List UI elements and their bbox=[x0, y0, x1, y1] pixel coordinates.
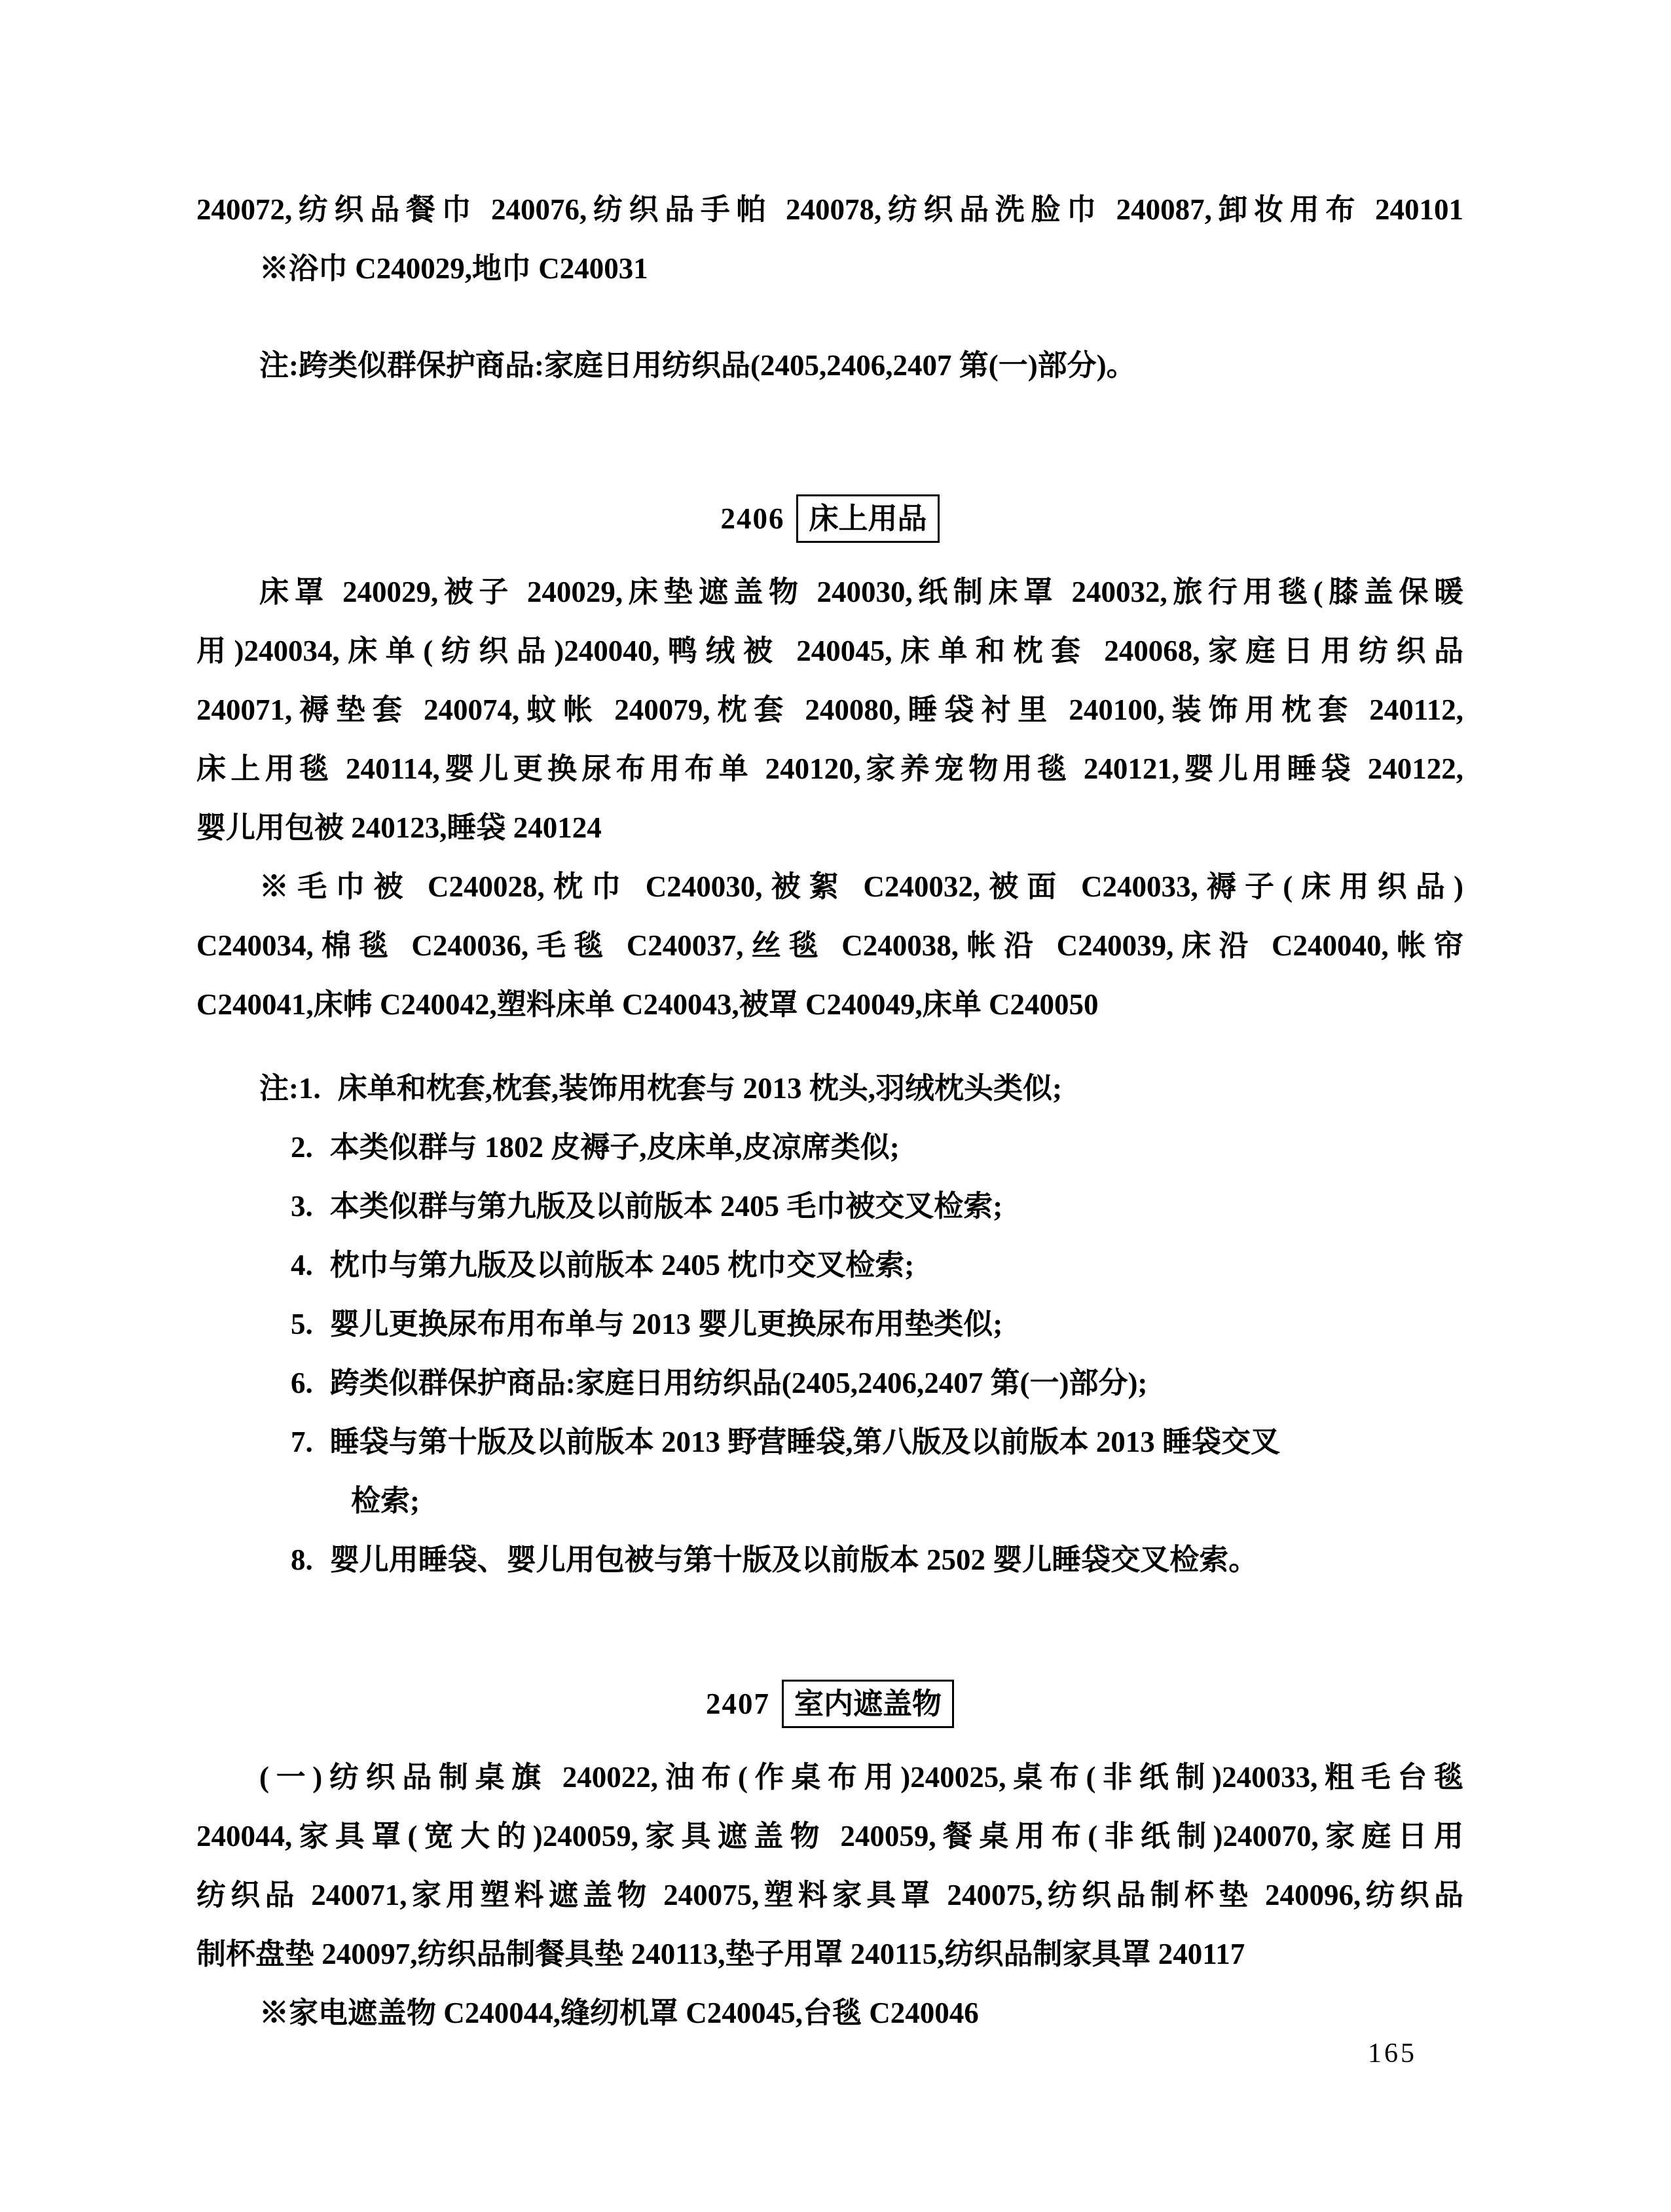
goods-line: 制杯盘垫 240097,纺织品制餐具垫 240113,垫子用罩 240115,纺织品制家具罩 240117 bbox=[196, 1938, 1245, 1970]
note-number: 6. bbox=[291, 1367, 313, 1399]
note-text: 跨类似群保护商品:家庭日用纺织品(2405,2406,2407 第(一)部分); bbox=[329, 1367, 1148, 1399]
note-line bbox=[196, 1177, 1463, 1236]
note-text: 检索; bbox=[351, 1484, 420, 1517]
goods-line: 床上用毯 240114,婴儿更换尿布用布单 240120,家养宠物用毯 240121,婴儿用睡袋 240122, bbox=[196, 752, 1463, 785]
ref-goods-line: ※家电遮盖物 C240044,缝纫机罩 C240045,台毯 C240046 bbox=[259, 1997, 979, 2029]
note-number: 3. bbox=[291, 1190, 313, 1223]
goods-line: 用)240034,床单(纺织品)240040,鸭绒被 240045,床单和枕套 240068,家庭日用纺织品 bbox=[196, 635, 1463, 667]
note-number: 5. bbox=[291, 1308, 313, 1340]
ref-goods-line: ※浴巾 C240029,地巾 C240031 bbox=[259, 252, 648, 285]
note-number: 4. bbox=[291, 1249, 313, 1281]
note-text: 婴儿用睡袋、婴儿用包被与第十版及以前版本 2502 婴儿睡袋交叉检索。 bbox=[329, 1543, 1258, 1576]
page-number: 165 bbox=[1368, 2038, 1417, 2069]
group-heading-2406 bbox=[196, 489, 1463, 548]
note-number: 7. bbox=[291, 1426, 313, 1458]
group-number: 2406 bbox=[720, 502, 785, 535]
goods-line: 婴儿用包被 240123,睡袋 240124 bbox=[196, 811, 602, 844]
note-text: 床单和枕套,枕套,装饰用枕套与 2013 枕头,羽绒枕头类似; bbox=[337, 1072, 1062, 1105]
group-title-box: 床上用品 bbox=[796, 494, 939, 543]
note-line: 注:跨类似群保护商品:家庭日用纺织品(2405,2406,2407 第(一)部分)。 bbox=[259, 349, 1136, 382]
goods-line: 床罩 240029,被子 240029,床垫遮盖物 240030,纸制床罩 240032,旅行用毯(膝盖保暖 bbox=[259, 576, 1463, 608]
goods-line: 240072,纺织品餐巾 240076,纺织品手帕 240078,纺织品洗脸巾 240087,卸妆用布 240101 bbox=[196, 193, 1463, 226]
note-line bbox=[196, 1412, 1463, 1471]
ref-goods-line: ※毛巾被 C240028,枕巾 C240030,被絮 C240032,被面 C240033,褥子(床用织品) bbox=[259, 870, 1463, 903]
note-label: 注: bbox=[259, 1072, 299, 1105]
note-continuation-line bbox=[196, 1471, 1463, 1530]
note-line bbox=[196, 1236, 1463, 1295]
group-title-box: 室内遮盖物 bbox=[782, 1680, 954, 1728]
note-text: 婴儿更换尿布用布单与 2013 婴儿更换尿布用垫类似; bbox=[329, 1308, 1003, 1340]
note-text: 本类似群与第九版及以前版本 2405 毛巾被交叉检索; bbox=[329, 1190, 1003, 1223]
note-line bbox=[196, 1295, 1463, 1354]
goods-line: 240044,家具罩(宽大的)240059,家具遮盖物 240059,餐桌用布(非纸制)240070,家庭日用 bbox=[196, 1820, 1463, 1853]
note-line bbox=[196, 1118, 1463, 1177]
note-number: 8. bbox=[291, 1543, 313, 1576]
ref-goods-line: C240034,棉毯 C240036,毛毯 C240037,丝毯 C240038,帐沿 C240039,床沿 C240040,帐帘 bbox=[196, 929, 1463, 962]
note-text: 睡袋与第十版及以前版本 2013 野营睡袋,第八版及以前版本 2013 睡袋交叉 bbox=[329, 1426, 1281, 1458]
note-number: 2. bbox=[291, 1131, 313, 1164]
note-line bbox=[196, 1354, 1463, 1412]
note-line bbox=[196, 1059, 1463, 1118]
note-line bbox=[196, 1530, 1463, 1589]
group-heading-2407 bbox=[196, 1674, 1463, 1733]
group-number: 2407 bbox=[705, 1687, 770, 1720]
note-text: 本类似群与 1802 皮褥子,皮床单,皮凉席类似; bbox=[329, 1131, 900, 1164]
goods-line: 240071,褥垫套 240074,蚊帐 240079,枕套 240080,睡袋衬里 240100,装饰用枕套 240112, bbox=[196, 693, 1463, 726]
note-text: 枕巾与第九版及以前版本 2405 枕巾交叉检索; bbox=[329, 1249, 915, 1281]
goods-line: 纺织品 240071,家用塑料遮盖物 240075,塑料家具罩 240075,纺织品制杯垫 240096,纺织品 bbox=[196, 1879, 1463, 1911]
page-content bbox=[196, 0, 1463, 2042]
ref-goods-line: C240041,床帏 C240042,塑料床单 C240043,被罩 C240049,床单 C240050 bbox=[196, 988, 1099, 1021]
note-number: 1. bbox=[299, 1072, 321, 1105]
goods-line: (一)纺织品制桌旗 240022,油布(作桌布用)240025,桌布(非纸制)240033,粗毛台毯 bbox=[259, 1761, 1463, 1794]
